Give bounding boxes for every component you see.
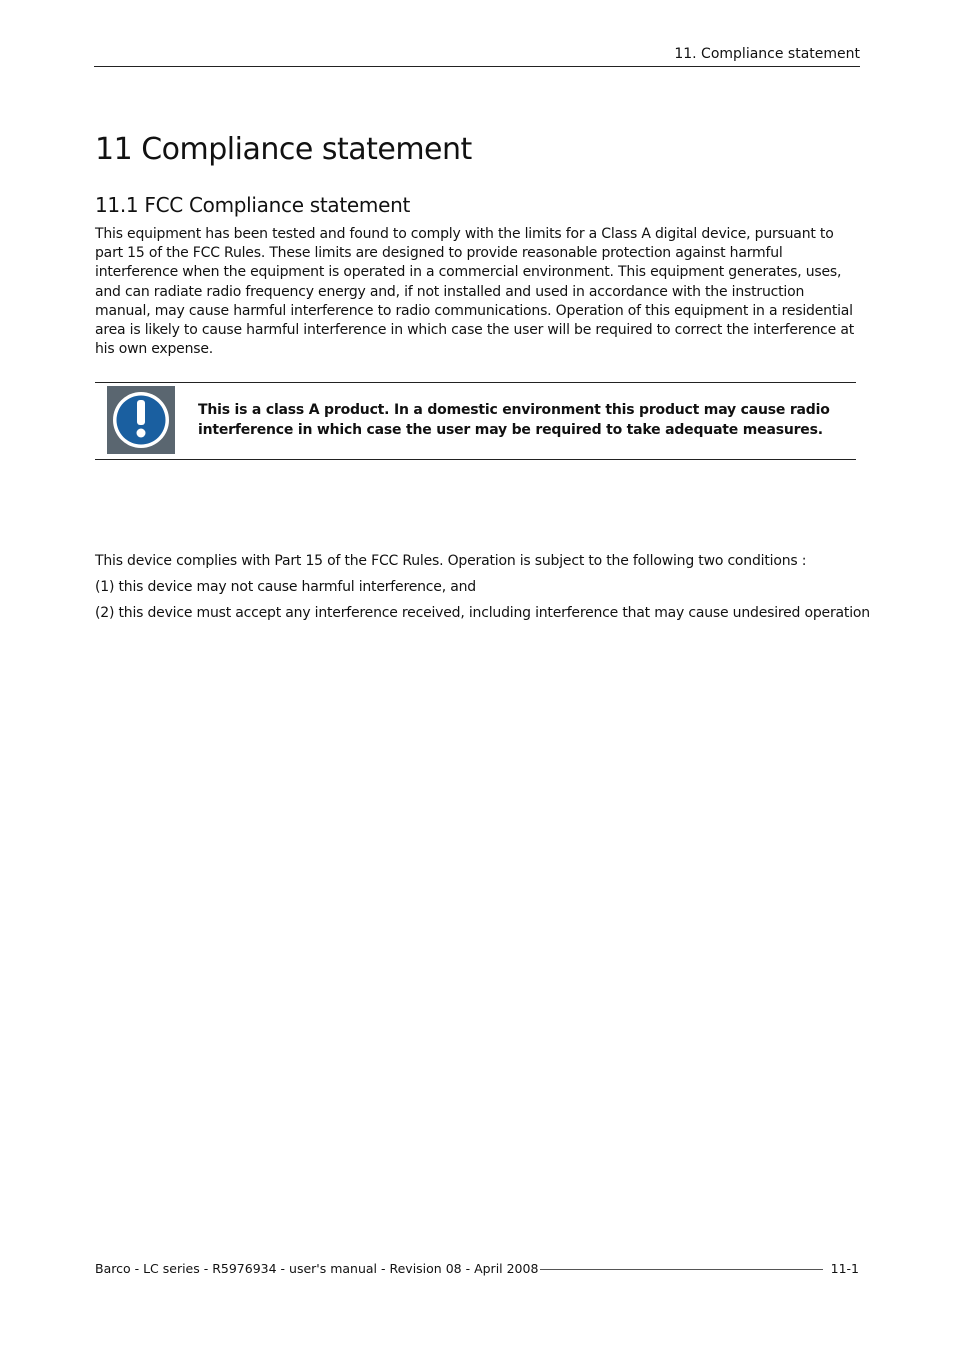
notice-text: This is a class A product. In a domestic environment this product may cause radio interference in which case the user may be required to take adequate measures. — [198, 402, 830, 438]
condition-item-2: (2) this device must accept any interference received, including interference that may cause undesired operation — [95, 605, 870, 621]
running-header-title: 11. Compliance statement — [674, 46, 860, 62]
condition-item-1: (1) this device may not cause harmful interference, and — [95, 579, 476, 595]
footer-page-number: 11-1 — [830, 1261, 859, 1276]
fcc-paragraph: This equipment has been tested and found to comply with the limits for a Class A digital device, pursuant to part 15 of the FCC Rules. These limits are designed to provide reasonable protection against harmful interference when the equipment is operated in a commercial environment. This equipment generates, uses, and can radiate radio frequency energy and, if not installed and used in accordance with the instruction manual, may cause harmful interference to radio communications. Operation of this equipment in a residential area is likely to cause harmful interference in which case the user will be required to correct the interference at his own expense. — [95, 226, 854, 358]
exclamation-icon — [107, 386, 175, 454]
running-header — [94, 44, 860, 67]
chapter-title: 11 Compliance statement — [95, 132, 472, 167]
footer-document-info: Barco - LC series - R5976934 - user's manual - Revision 08 - April 2008 — [95, 1261, 539, 1276]
caution-notice — [95, 382, 856, 460]
conditions-intro: This device complies with Part 15 of the FCC Rules. Operation is subject to the following two conditions : — [95, 553, 807, 569]
footer-rule — [540, 1269, 822, 1270]
page-footer — [95, 1259, 859, 1279]
section-title: 11.1 FCC Compliance statement — [95, 193, 411, 217]
